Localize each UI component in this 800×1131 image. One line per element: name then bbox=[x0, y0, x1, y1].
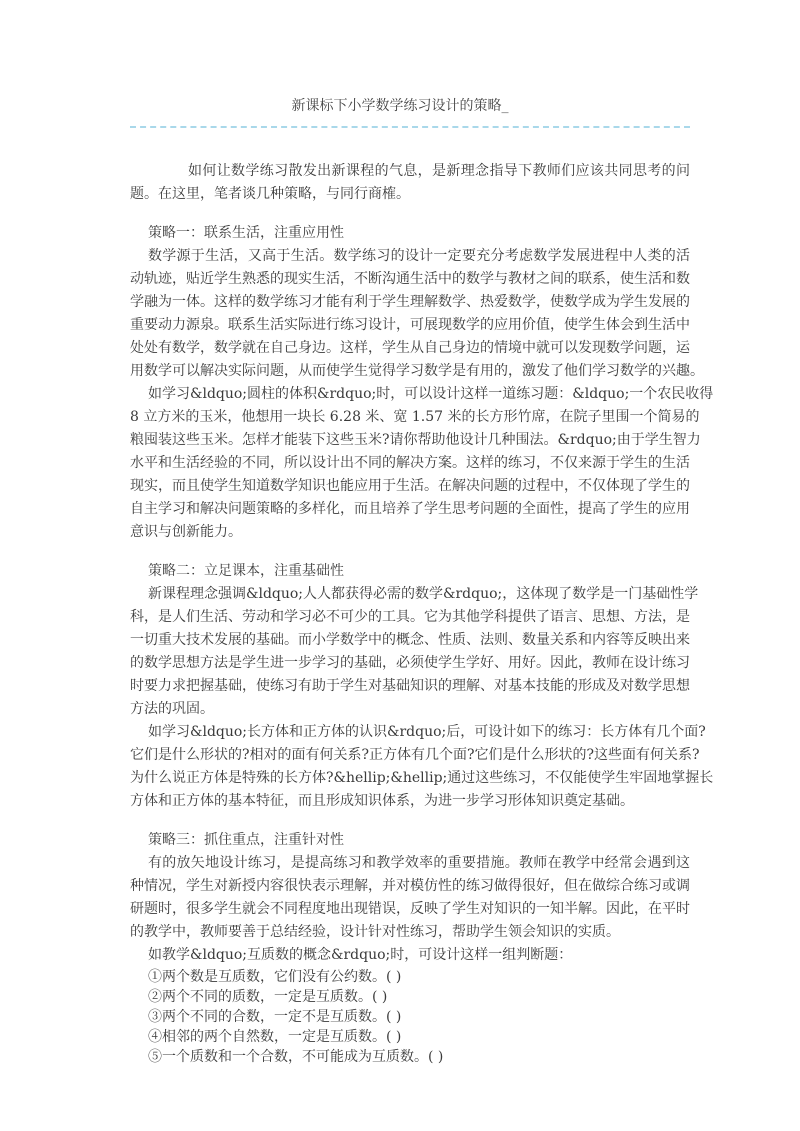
section-gap bbox=[130, 813, 690, 829]
paragraph-line: 时要力求把握基础，使练习有助于学生对基础知识的理解、对基本技能的形成及对数学思想 bbox=[130, 678, 690, 694]
paragraph-line: 种情况，学生对新授内容很快表示理解，并对模仿性的练习做得很好，但在做综合练习或调 bbox=[130, 878, 690, 894]
paragraph-line: 的数学思想方法是学生进一步学习的基础，必须使学生学好、用好。因此，教师在设计练习 bbox=[130, 655, 690, 671]
paragraph-line: 一切重大技术发展的基础。而小学数学中的概念、性质、法则、数量关系和内容等反映出来 bbox=[130, 632, 690, 648]
paragraph-line: 处处有数学，数学就在自己身边。这样，学生从自己身边的情境中就可以发现数学问题，运 bbox=[130, 340, 690, 356]
section-heading: 策略三：抓住重点，注重针对性 bbox=[148, 832, 344, 848]
paragraph-line: 有的放矢地设计练习，是提高练习和教学效率的重要措施。教师在教学中经常会遇到这 bbox=[148, 855, 690, 871]
section-heading: 策略二：立足课本，注重基础性 bbox=[148, 563, 344, 579]
paragraph-line: 重要动力源泉。联系生活实际进行练习设计，可展现数学的应用价值，使学生体会到生活中 bbox=[130, 317, 690, 333]
judgment-item: ⑤一个质数和一个合数，不可能成为互质数。( ) bbox=[148, 1049, 444, 1065]
paragraph-line: 现实，而且使学生知道数学知识也能应用于生活。在解决问题的过程中，不仅体现了学生的 bbox=[130, 478, 690, 494]
paragraph-line: 它们是什么形状的?相对的面有何关系?正方体有几个面?它们是什么形状的?这些面有何关系? bbox=[130, 747, 700, 763]
section-gap bbox=[130, 544, 690, 560]
paragraph-line: 动轨迹，贴近学生熟悉的现实生活，不断沟通生活中的数学与教材之间的联系，使生活和数 bbox=[130, 271, 690, 287]
paragraph-line: 科，是人们生活、劳动和学习必不可少的工具。它为其他学科提供了语言、思想、方法，是 bbox=[130, 609, 690, 625]
paragraph-line: 方体和正方体的基本特征，而且形成知识体系，为进一步学习形体知识奠定基础。 bbox=[130, 793, 634, 809]
paragraph-line: 8 立方米的玉米，他想用一块长 6.28 米、宽 1.57 米的长方形竹席，在院子里围一个简易的 bbox=[130, 409, 700, 425]
paragraph-line: 水平和生活经验的不同，所以设计出不同的解决方案。这样的练习，不仅来源于学生的生活 bbox=[130, 455, 690, 471]
paragraph-line: 如教学&ldquo;互质数的概念&rdquo;时，可设计这样一组判断题： bbox=[148, 947, 573, 963]
paragraph-line: 用数学可以解决实际问题，从而使学生觉得学习数学是有用的，激发了他们学习数学的兴趣。 bbox=[130, 363, 704, 379]
paragraph-line: 研题时，很多学生就会不同程度地出现错误，反映了学生对知识的一知半解。因此，在平时 bbox=[130, 901, 690, 917]
document-title: 新课标下小学数学练习设计的策略_ bbox=[291, 98, 509, 114]
section-gap bbox=[130, 206, 690, 222]
judgment-item: ③两个不同的合数，一定不是互质数。( ) bbox=[148, 1009, 402, 1025]
judgment-item: ④相邻的两个自然数，一定是互质数。( ) bbox=[148, 1029, 402, 1045]
paragraph-line: 意识与创新能力。 bbox=[130, 524, 242, 540]
paragraph-line: 的教学中，教师要善于总结经验，设计针对性练习，帮助学生领会知识的实质。 bbox=[130, 924, 620, 940]
intro-line: 题。在这里，笔者谈几种策略，与同行商榷。 bbox=[130, 186, 410, 202]
paragraph-line: 粮囤装这些玉米。怎样才能装下这些玉米?请你帮助他设计几种围法。&rdquo;由于学生智力 bbox=[130, 432, 701, 448]
paragraph-line: 自主学习和解决问题策略的多样化，而且培养了学生思考问题的全面性，提高了学生的应用 bbox=[130, 501, 690, 517]
document-body bbox=[130, 160, 714, 1067]
paragraph-line: 方法的巩固。 bbox=[130, 701, 214, 717]
paragraph-line: 如学习&ldquo;圆柱的体积&rdquo;时，可以设计这样一道练习题：&ldquo;一个农民收得 bbox=[148, 386, 714, 402]
intro-line: 如何让数学练习散发出新课程的气息，是新理念指导下教师们应该共同思考的问 bbox=[188, 163, 690, 179]
paragraph-line: 为什么说正方体是特殊的长方体?&hellip;&hellip;通过这些练习，不仅能使学生牢固地掌握长 bbox=[130, 770, 714, 786]
paragraph-line: 如学习&ldquo;长方体和正方体的认识&rdquo;后，可设计如下的练习：长方体有几个面? bbox=[148, 724, 706, 740]
judgment-item: ①两个数是互质数，它们没有公约数。( ) bbox=[148, 969, 402, 985]
paragraph-line: 学融为一体。这样的数学练习才能有利于学生理解数学、热爱数学，使数学成为学生发展的 bbox=[130, 294, 690, 310]
paragraph-line: 新课程理念强调&ldquo;人人都获得必需的数学&rdquo;，这体现了数学是一门基础性学 bbox=[148, 586, 699, 602]
judgment-item: ②两个不同的质数，一定是互质数。( ) bbox=[148, 989, 388, 1005]
title-divider bbox=[130, 126, 690, 128]
paragraph-line: 数学源于生活，又高于生活。数学练习的设计一定要充分考虑数学发展进程中人类的活 bbox=[148, 248, 690, 264]
section-heading: 策略一：联系生活，注重应用性 bbox=[148, 225, 344, 241]
